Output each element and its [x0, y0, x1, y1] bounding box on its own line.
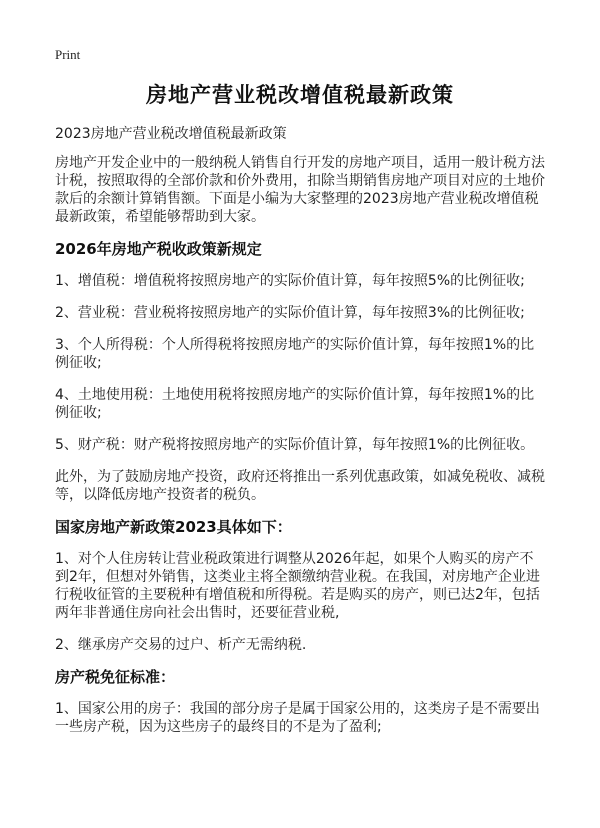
tax-rule-item-property-tax: 5、财产税：财产税将按照房地产的实际价值计算，每年按照1%的比例征收。: [55, 437, 535, 453]
exemption-item-public-housing: 1、国家公用的房子：我国的部分房子是属于国家公用的，这类房子是不需要出一些房产税，因为这些房子的最终目的不是为了盈利;: [55, 701, 540, 735]
national-policy-item-inheritance: 2、继承房产交易的过户、析产无需纳税.: [55, 637, 307, 653]
print-link[interactable]: Print: [55, 47, 81, 62]
tax-rule-item-land-use-tax: 4、土地使用税：土地使用税将按照房地产的实际价值计算，每年按照1%的比例征收;: [55, 387, 535, 421]
page-subtitle: 2023房地产营业税改增值税最新政策: [55, 126, 287, 142]
intro-paragraph: 房地产开发企业中的一般纳税人销售自行开发的房地产项目，适用一般计税方法计税，按照取得的全部价款和价外费用，扣除当期销售房地产项目对应的土地价款后的余额计算销售额。下面是小编为大家整理的2023房地产营业税改增值税最新政策，希望能够帮助到大家。: [55, 155, 545, 225]
national-policy-item-transfer: 1、对个人住房转让营业税政策进行调整从2026年起，如果个人购买的房产不到2年，但想对外销售，这类业主将全额缴纳营业税。在我国，对房地产企业进行税收征管的主要税种有增值税和所得税。若是购买的房产，则已达2年，包括两年非普通住房向社会出售时，还要征营业税,: [55, 551, 540, 621]
tax-rule-item-vat: 1、增值税：增值税将按照房地产的实际价值计算，每年按照5%的比例征收;: [55, 273, 525, 289]
tax-rule-item-income-tax: 3、个人所得税：个人所得税将按照房地产的实际价值计算，每年按照1%的比例征收;: [55, 337, 535, 371]
section-heading-exemption-standard: 房产税免征标准：: [55, 668, 176, 686]
section-heading-tax-rules-2026: 2026年房地产税收政策新规定: [55, 240, 262, 258]
tax-rule-incentives-note: 此外，为了鼓励房地产投资，政府还将推出一系列优惠政策，如减免税收、减税等，以降低房地产投资者的税负。: [55, 469, 545, 503]
section-heading-national-policy-2023: 国家房地产新政策2023具体如下：: [55, 518, 292, 536]
tax-rule-item-business-tax: 2、营业税：营业税将按照房地产的实际价值计算，每年按照3%的比例征收;: [55, 305, 525, 321]
page-title: 房地产营业税改增值税最新政策: [146, 83, 454, 107]
